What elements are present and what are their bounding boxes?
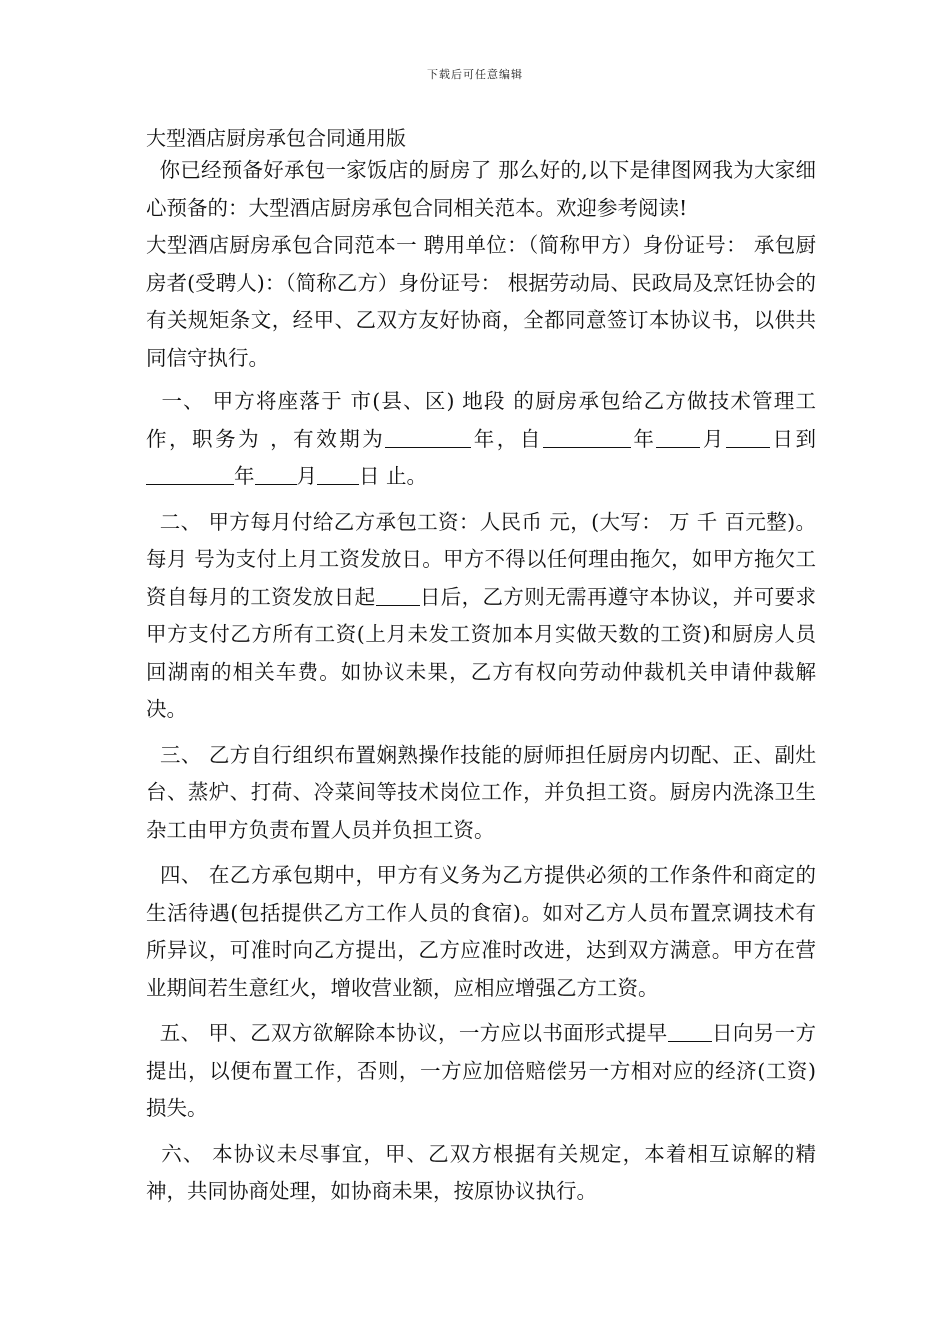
intro-paragraph — [146, 152, 816, 227]
blank-line — [376, 585, 420, 606]
clause-6-text: 六、 本协议未尽事宜，甲、乙双方根据有关规定，本着相互谅解的精神，共同协商处理，如协商未果，按原协议执行。 — [146, 1141, 816, 1203]
clause-5-text-a: 五、 甲、乙双方欲解除本协议，一方应以书面形式提早 — [159, 1021, 668, 1045]
clause-4-text: 四、 在乙方承包期中，甲方有义务为乙方提供必须的工作条件和商定的生活待遇(包括提供乙方工作人员的食宿)。如对乙方人员布置烹调技术有所异议，可准时向乙方提出，乙方应准时改进，达到双方满意。甲方在营业期间若生意红火，增收营业额，应相应增强乙方工资。 — [146, 863, 816, 1000]
clause-1-text-b: 年，自 — [471, 426, 543, 451]
blank-line — [726, 427, 770, 448]
blank-line — [385, 427, 471, 448]
blank-line — [668, 1021, 712, 1042]
clause-1-text-f: 年 — [234, 464, 255, 488]
clause-3 — [146, 737, 816, 850]
document-body — [146, 152, 816, 1219]
clause-1-text-g: 月 — [296, 464, 317, 488]
clause-1-text-a: 一、 甲方将座落于 市(县、区) 地段 的厨房承包给乙方做技术管理工作，职务为 ，有效期为 — [146, 389, 816, 451]
clause-2-text-b: 日后，乙方则无需再遵守本协议，并可要求甲方支付乙方所有工资(上月未发工资加本月实做天数的工资)和厨房人员回湖南的相关车费。如协议未果，乙方有权向劳动仲裁机关申请仲裁解决。 — [146, 584, 817, 721]
clause-1-text-d: 月 — [700, 426, 726, 451]
clause-1 — [146, 383, 816, 496]
clause-6 — [146, 1136, 816, 1211]
clause-1-text-h: 日 止。 — [359, 464, 428, 488]
clause-5 — [146, 1015, 816, 1128]
header-note: 下载后可任意编辑 — [427, 68, 523, 81]
clause-5-text-b: 日向另一方提出，以便布置工作，否则，一方应加倍赔偿另一方相对应的经济(工资)损失。 — [146, 1021, 816, 1120]
clause-2-text-a: 二、 甲方每月付给乙方承包工资：人民币 元，(大写： 万 千 百元整)。每月 号为支付上月工资发放日。甲方不得以任何理由拖欠，如甲方拖欠工资自每月的工资发放日起 — [146, 509, 816, 609]
intro-text-1: 你已经预备好承包一家饭店的厨房了 那么好的,以下是律图网我为大家细心预备的：大型酒店厨房承包合同相关范本。欢迎参考阅读! — [146, 158, 816, 220]
blank-line — [146, 464, 234, 485]
clause-1-text-c: 年 — [630, 426, 657, 451]
document-title: 大型酒店厨房承包合同通用版 — [146, 126, 406, 150]
contract-preamble — [146, 227, 816, 377]
blank-line — [543, 427, 631, 448]
blank-line — [317, 464, 359, 485]
blank-line — [255, 464, 297, 485]
clause-2 — [146, 504, 816, 729]
blank-line — [656, 427, 700, 448]
clause-3-text: 三、 乙方自行组织布置娴熟操作技能的厨师担任厨房内切配、正、副灶台、蒸炉、打荷、冷菜间等技术岗位工作，并负担工资。厨房内洗涤卫生杂工由甲方负责布置人员并负担工资。 — [146, 742, 816, 842]
preamble-text: 大型酒店厨房承包合同范本一 聘用单位：（简称甲方）身份证号： 承包厨房者(受聘人)：（简称乙方）身份证号： 根据劳动局、民政局及烹饪协会的有关规矩条文，经甲、乙双方友好协商，全都同意签订本协议书，以供共同信守执行。 — [146, 233, 816, 370]
clause-4 — [146, 857, 816, 1007]
clause-1-text-e: 日到 — [769, 426, 816, 451]
